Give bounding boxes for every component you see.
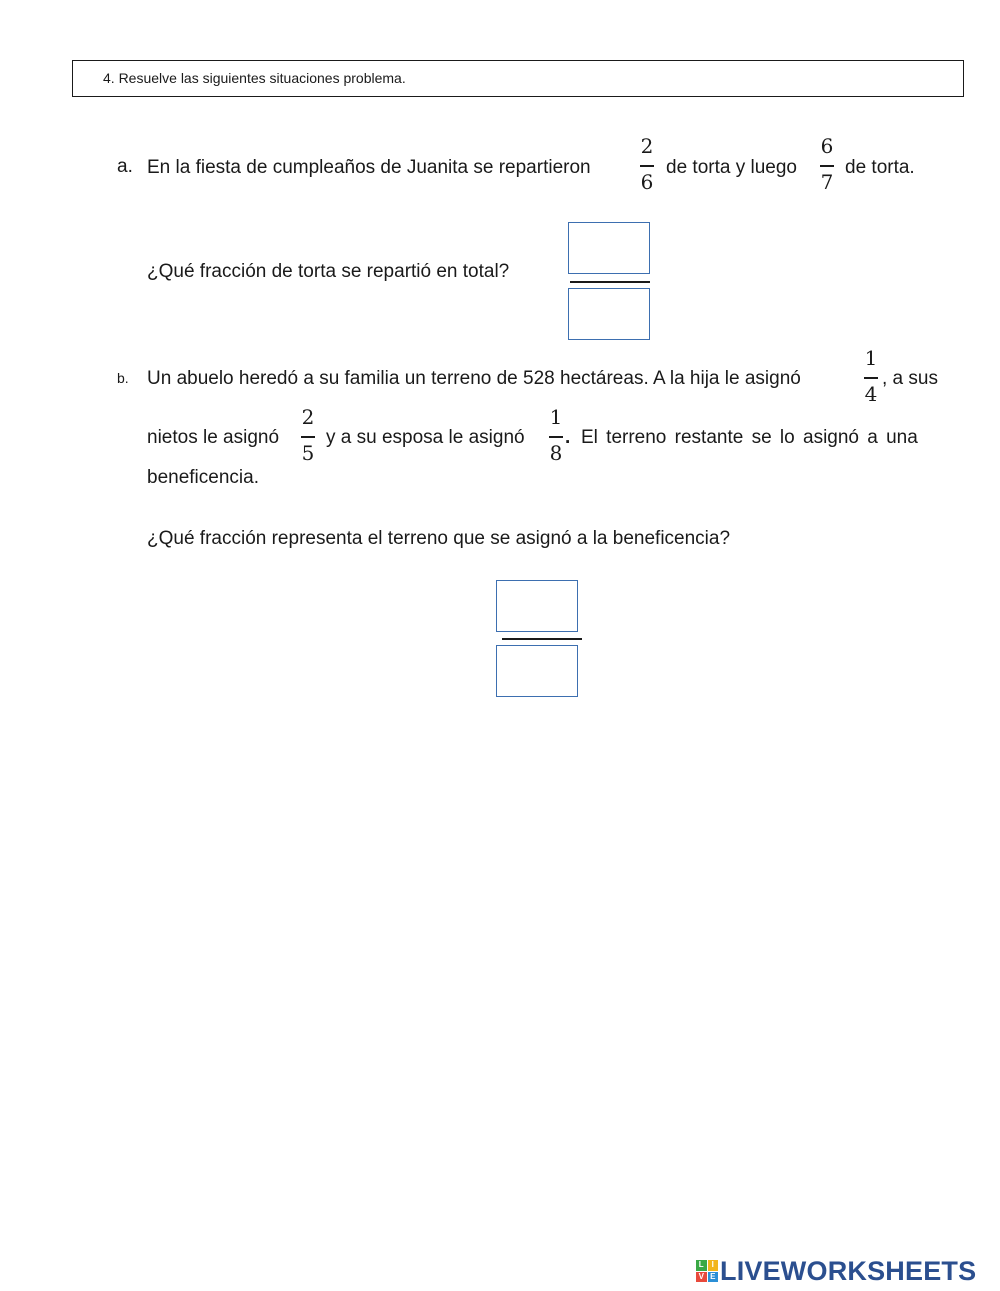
problem-b-text-7: beneficencia. [147, 467, 259, 488]
logo-letter-i: I [708, 1260, 719, 1271]
liveworksheets-logo [696, 1254, 976, 1288]
fraction-numerator: 1 [864, 346, 878, 370]
answer-b-numerator-input[interactable] [496, 580, 578, 632]
answer-b-fraction-bar [502, 638, 582, 640]
problem-a-label: a. [117, 156, 133, 177]
problem-b-text-6: El terreno restante se lo asignó a una [581, 427, 918, 448]
fraction-bar [301, 436, 315, 438]
answer-b-denominator-input[interactable] [496, 645, 578, 697]
problem-b-text-1: Un abuelo heredó a su familia un terreno de 528 hectáreas. A la hija le asignó [147, 368, 801, 389]
answer-a-fraction-bar [570, 281, 650, 283]
fraction-bar [864, 377, 878, 379]
fraction-denominator: 6 [640, 170, 654, 194]
fraction-bar [820, 165, 834, 167]
fraction-denominator: 7 [820, 170, 834, 194]
instruction-title: 4. Resuelve las siguientes situaciones problema. [103, 70, 406, 86]
instruction-header [72, 60, 964, 97]
logo-letter-l: L [696, 1260, 707, 1271]
fraction-bar [640, 165, 654, 167]
fraction-bar [549, 436, 563, 438]
problem-b-period: . [565, 427, 571, 448]
logo-mark-icon [696, 1260, 718, 1282]
problem-b-question: ¿Qué fracción representa el terreno que se asignó a la beneficencia? [147, 528, 731, 549]
fraction-numerator: 1 [549, 405, 563, 429]
problem-a-text-3: de torta. [845, 157, 915, 178]
problem-b-text-2: , a sus [882, 368, 938, 389]
problem-a-text-2: de torta y luego [666, 157, 797, 178]
fraction-denominator: 4 [864, 382, 878, 406]
fraction-denominator: 5 [301, 441, 315, 465]
answer-a-denominator-input[interactable] [568, 288, 650, 340]
problem-b-label: b. [117, 370, 129, 386]
fraction-numerator: 6 [820, 134, 834, 158]
problem-b-text-4: y a su esposa le asignó [326, 427, 525, 448]
logo-text: LIVEWORKSHEETS [720, 1255, 977, 1286]
fraction-numerator: 2 [640, 134, 654, 158]
logo-letter-v: V [696, 1272, 707, 1283]
fraction-numerator: 2 [301, 405, 315, 429]
problem-b-text-3: nietos le asignó [147, 427, 280, 448]
problem-a-question: ¿Qué fracción de torta se repartió en total? [147, 261, 510, 282]
answer-a-numerator-input[interactable] [568, 222, 650, 274]
problem-a-text-1: En la fiesta de cumpleaños de Juanita se repartieron [147, 157, 591, 178]
logo-letter-e: E [708, 1272, 719, 1283]
fraction-denominator: 8 [549, 441, 563, 465]
